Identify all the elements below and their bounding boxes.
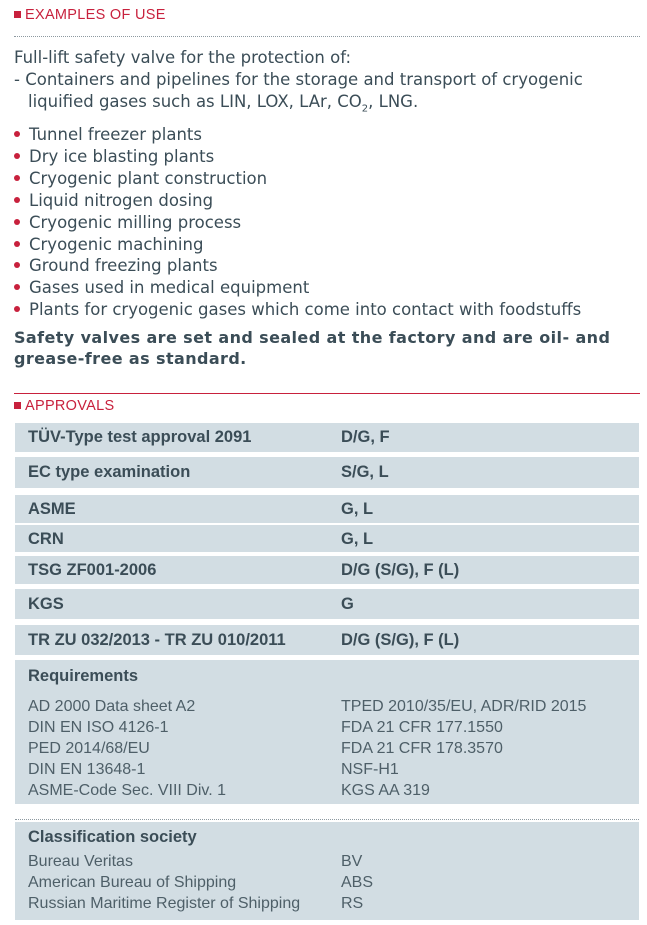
classification-item: RS [341, 895, 364, 912]
requirement-item: NSF-H1 [341, 761, 399, 778]
approval-name: KGS [28, 595, 64, 613]
examples-heading [14, 7, 166, 23]
requirement-item: AD 2000 Data sheet A2 [28, 698, 196, 715]
approval-value: G, L [341, 500, 374, 518]
approval-name: CRN [28, 530, 64, 548]
bullet-label: Cryogenic milling process [29, 213, 242, 232]
examples-intro: Full-lift safety valve for the protection of: [14, 48, 352, 67]
table-row [15, 525, 639, 552]
examples-dash-line2 [28, 91, 418, 120]
table-row [15, 423, 639, 452]
bullet-label: Gases used in medical equipment [29, 278, 310, 297]
approvals-divider [14, 393, 640, 394]
examples-heading-label: EXAMPLES OF USE [25, 7, 166, 23]
bullet-icon [14, 175, 20, 181]
list-item [14, 147, 214, 166]
table-row [15, 495, 639, 523]
bullet-icon [14, 241, 20, 247]
classification-item: American Bureau of Shipping [28, 874, 237, 891]
requirement-item: KGS AA 319 [341, 782, 430, 799]
approvals-heading-label: APPROVALS [25, 398, 115, 414]
bullet-label: Ground freezing plants [29, 256, 218, 275]
list-item [14, 125, 202, 144]
co2-subscript: 2 [361, 103, 369, 115]
requirement-item: DIN EN 13648-1 [28, 761, 146, 778]
requirement-item: PED 2014/68/EU [28, 740, 150, 757]
requirement-item: FDA 21 CFR 178.3570 [341, 740, 503, 757]
list-item [14, 213, 241, 232]
bullet-label: Dry ice blasting plants [29, 147, 215, 166]
approval-value: D/G (S/G), F (L) [341, 631, 460, 649]
classification-left-list [28, 851, 300, 914]
classification-item: Bureau Veritas [28, 853, 133, 870]
factory-note-line2: grease-free as standard. [14, 349, 247, 368]
requirement-item: ASME-Code Sec. VIII Div. 1 [28, 782, 226, 799]
bullet-icon [14, 131, 20, 137]
requirement-item: FDA 21 CFR 177.1550 [341, 719, 503, 736]
heading-square-icon [14, 402, 21, 409]
bullet-icon [14, 284, 20, 290]
heading-square-icon [14, 11, 21, 18]
classification-item: ABS [341, 874, 374, 891]
dash-line2-text: liquified gases such as LIN, LOX, LAr, CO [28, 92, 362, 111]
approval-name: EC type examination [28, 463, 191, 481]
classification-item: Russian Maritime Register of Shipping [28, 895, 301, 912]
bullet-label: Cryogenic plant construction [29, 169, 268, 188]
approval-name: TR ZU 032/2013 - TR ZU 010/2011 [28, 631, 286, 649]
list-item [14, 191, 213, 210]
table-row [15, 625, 639, 655]
classification-title: Classification society [28, 828, 197, 846]
approval-name: TSG ZF001-2006 [28, 561, 157, 579]
approval-value: G, L [341, 530, 374, 548]
approval-name: TÜV-Type test approval 2091 [28, 428, 252, 446]
table-row [15, 556, 639, 584]
bullet-icon [14, 219, 20, 225]
examples-dash-line1: - Containers and pipelines for the storage and transport of cryogenic [14, 70, 583, 89]
bullet-icon [14, 262, 20, 268]
requirements-right-list [341, 696, 586, 801]
factory-note [14, 327, 610, 369]
requirements-left-list [28, 696, 226, 801]
examples-divider [14, 36, 640, 37]
list-item [14, 300, 581, 319]
approval-value: S/G, L [341, 463, 389, 481]
table-row [15, 457, 639, 488]
bullet-icon [14, 306, 20, 312]
table-row [15, 589, 639, 619]
list-item [14, 169, 267, 188]
classification-item: BV [341, 853, 363, 870]
requirement-item: DIN EN ISO 4126-1 [28, 719, 169, 736]
bullet-label: Cryogenic machining [29, 235, 204, 254]
bullet-label: Plants for cryogenic gases which come into contact with foodstuffs [29, 300, 582, 319]
classification-right-list [341, 851, 373, 914]
bullet-icon [14, 197, 20, 203]
list-item [14, 256, 218, 275]
list-item [14, 235, 203, 254]
classification-box [15, 822, 639, 920]
approval-name: ASME [28, 500, 76, 518]
bullet-icon [14, 153, 20, 159]
list-item [14, 278, 309, 297]
bullet-label: Tunnel freezer plants [29, 125, 202, 144]
factory-note-line1: Safety valves are set and sealed at the factory and are oil- and [14, 328, 611, 347]
classification-divider [15, 819, 639, 820]
approval-value: D/G (S/G), F (L) [341, 561, 460, 579]
bullet-label: Liquid nitrogen dosing [29, 191, 214, 210]
approval-value: G [341, 595, 354, 613]
requirements-box [15, 660, 639, 804]
dash-line2-end: , LNG. [368, 92, 419, 111]
approvals-heading [14, 398, 114, 414]
requirements-title: Requirements [28, 667, 139, 685]
requirement-item: TPED 2010/35/EU, ADR/RID 2015 [341, 698, 587, 715]
approval-value: D/G, F [341, 428, 390, 446]
